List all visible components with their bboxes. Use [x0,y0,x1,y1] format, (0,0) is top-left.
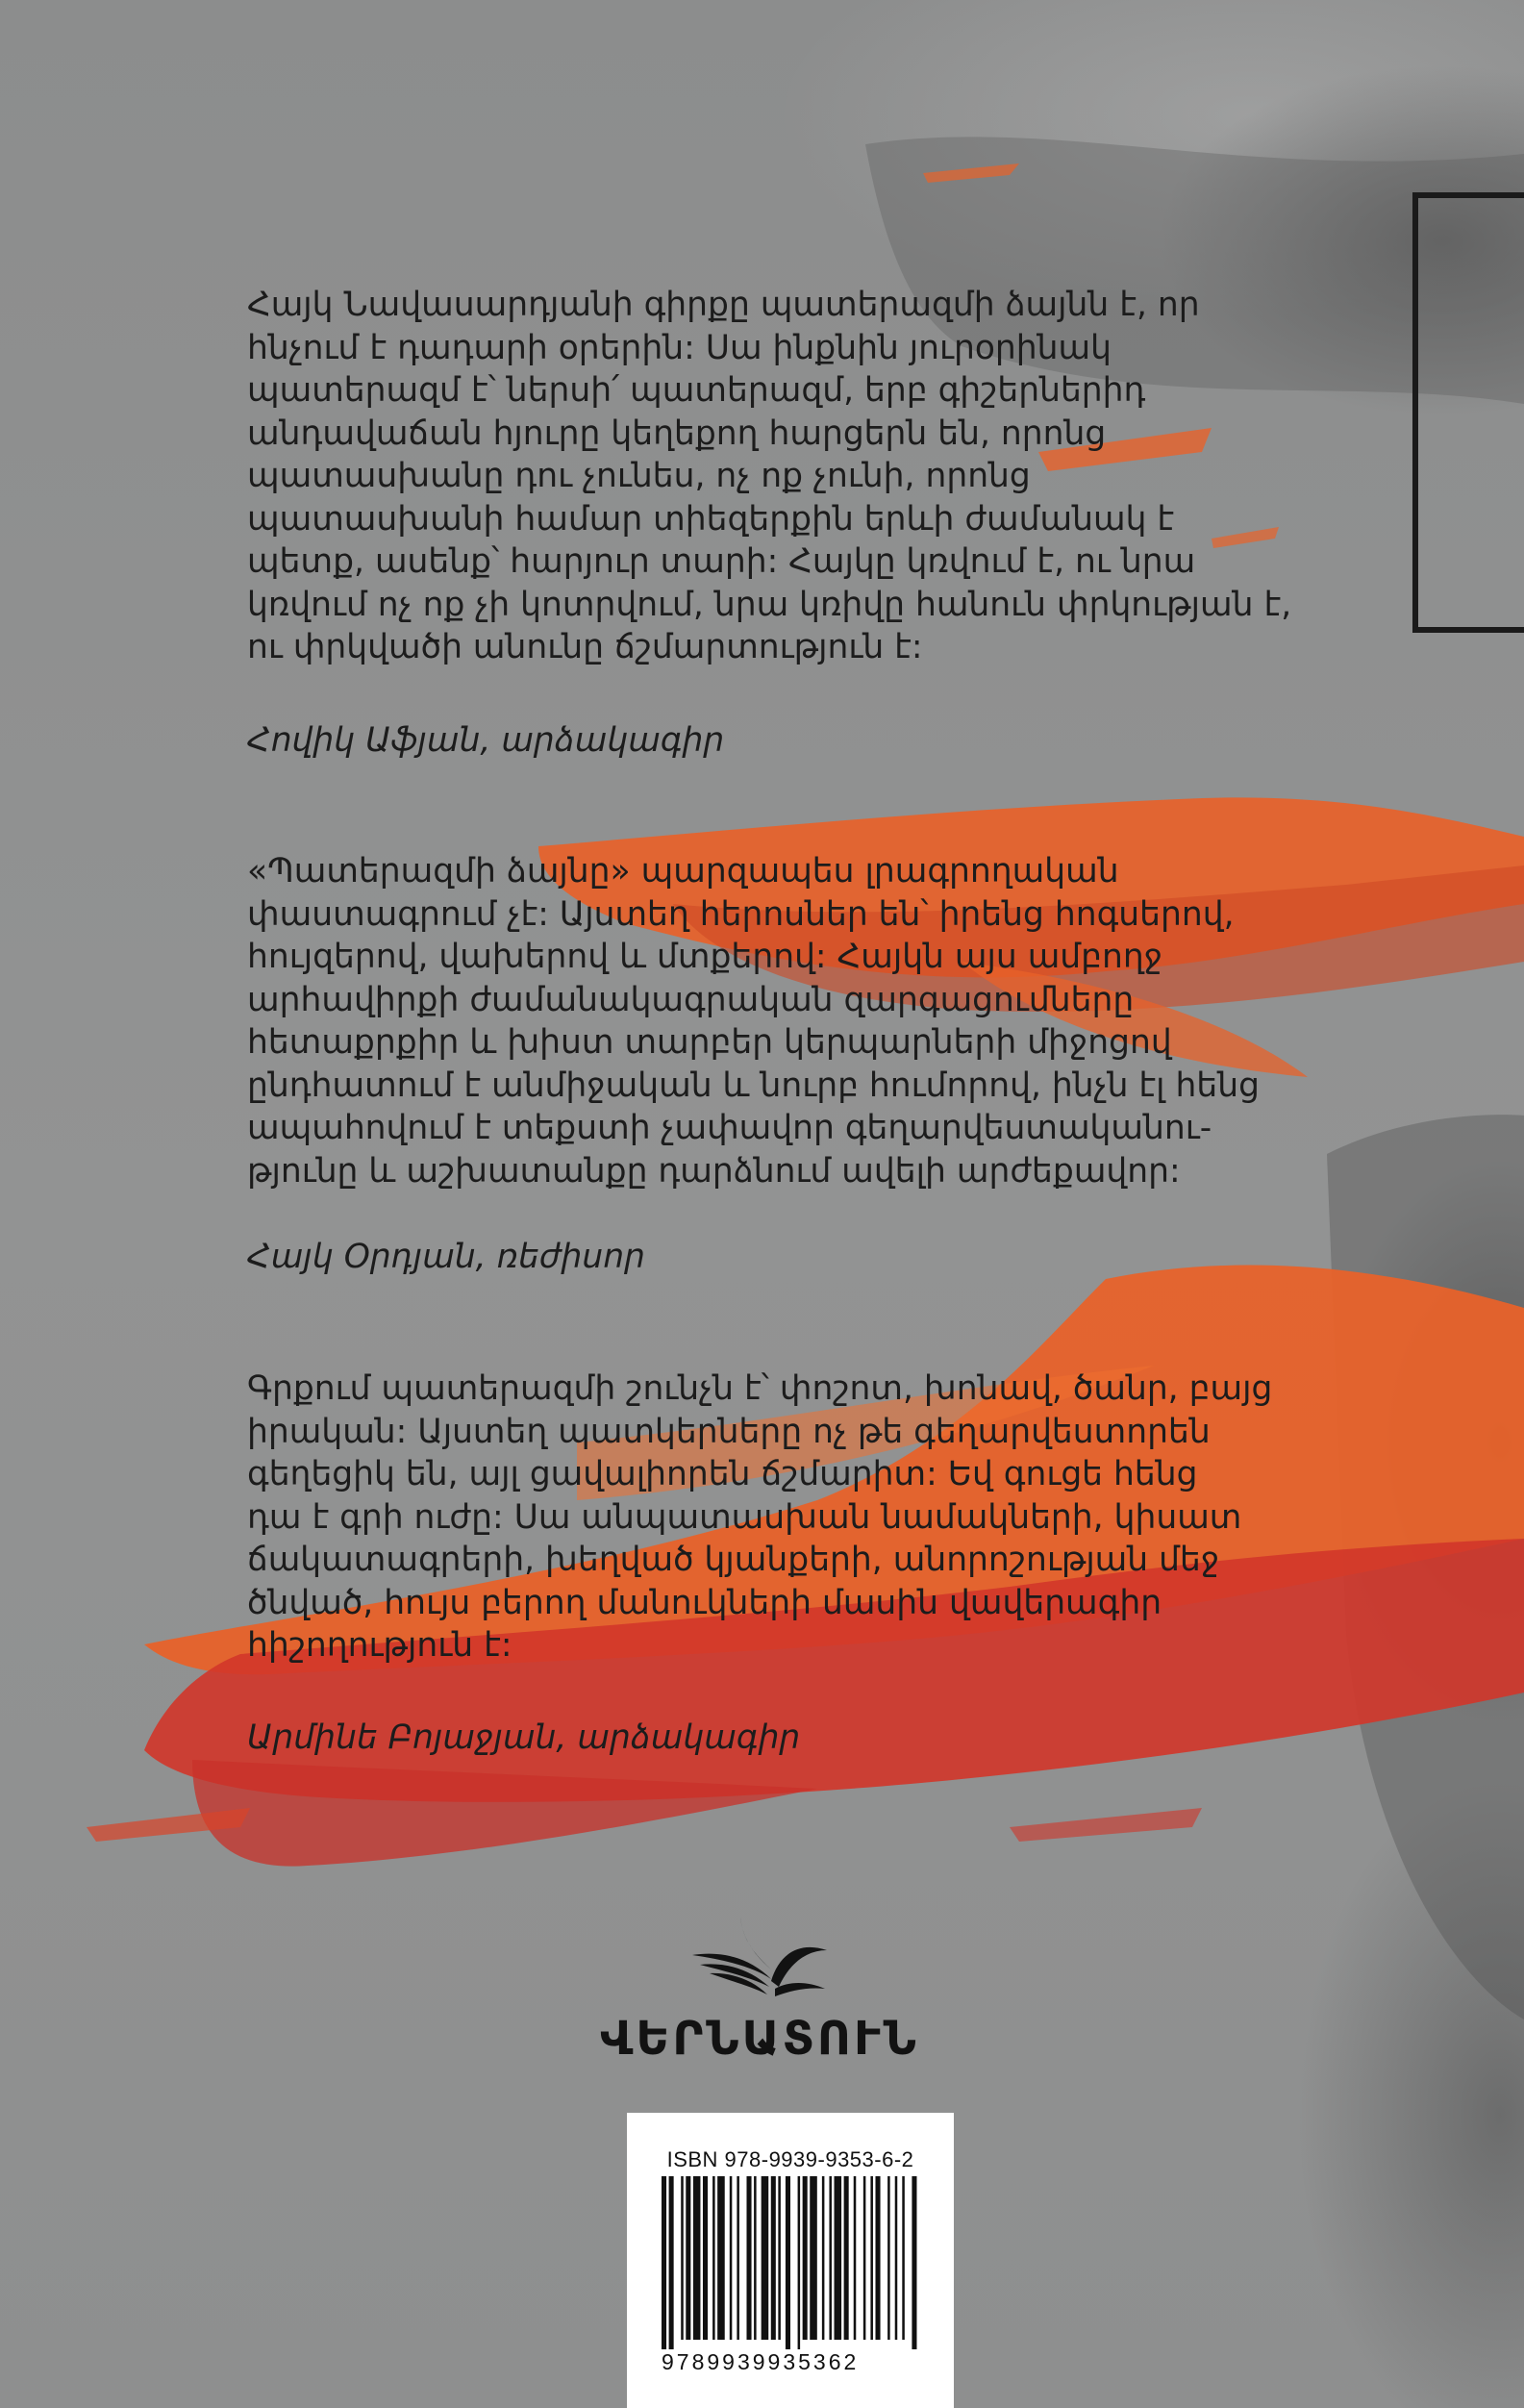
barcode-bar [863,2176,866,2340]
publisher-logo [577,1912,942,2066]
blurb-text-1: Հայկ Նավասարդյանի գիրքը պատերազմի ձայնն է, որ հնչում է դադարի օրերին: Սա ինքնին յուրօրինակ պատերազմ է՝ ներսի՛ պատերազմ, երբ գիշերներիդ անդավաճան հյուրը կեղեքող հարցերն են, որոնց պատասխանը դու չունես, ոչ ոք չունի, որոնց պատասխանի համար տիեզերքին երևի ժամանակ է պետք, ասենք՝ հարյուր տարի: Հայկը կռվում է, ու նրա կռվում ոչ ոք չի կոտրվում, նրա կռիվը հանուն փրկության է, ու փրկվածի անունը ճշմարտություն է: [247,286,1292,666]
barcode-bar [712,2176,715,2340]
blurb-author-3: Արմինե Բոյաջյան, արձակագիր [247,1718,801,1757]
barcode-bar [754,2176,757,2340]
barcode-bar [887,2176,890,2340]
barcode-bars [662,2176,919,2349]
bird-book-icon [683,1912,837,2008]
barcode-bar [829,2176,832,2340]
barcode-bar [798,2176,801,2349]
barcode-bar [771,2176,776,2340]
barcode-bar [803,2176,808,2340]
blurb-text-2: «Պատերազմի ձայնը» պարզապես լրագրողական փաստագրում չէ: Այստեղ հերոսներ են՝ իրենց հոգսերով, հույզերով, վախերով և մտքերով: Հայկն այս ամբողջ արհավիրքի ժամանակագրական զարգացումները հետաքրքիր և խիստ տարբեր կերպարների միջոցով ընդհատում է անմիջական և նուրբ հումորով, ինչն էլ հենց ապահովում է տեքստի չափավոր գեղարվեստականու- թյունը և աշխատանքը դարձնում ավելի արժեքավոր: [247,852,1260,1191]
barcode-bar [786,2176,790,2349]
barcode-bar [822,2176,825,2340]
barcode-bar [762,2176,769,2340]
barcode-bar [669,2176,674,2349]
barcode-bar [875,2176,880,2340]
isbn-label: ISBN 978-9939-9353-6-2 [666,2147,914,2171]
barcode-bar [854,2176,857,2340]
barcode-bar [870,2176,873,2340]
black-frame-outline [1412,192,1524,633]
barcode-bar [703,2176,708,2340]
barcode-bar [895,2176,898,2340]
barcode-bar [717,2176,725,2340]
barcode-bar [902,2176,905,2340]
barcode-bar [693,2176,701,2340]
barcode-bar [844,2176,849,2340]
orange-fleck [1010,1808,1202,1842]
publisher-name: ՎԵՐՆԱՏՈՒՆ [600,2012,919,2066]
barcode-bar [810,2176,817,2340]
barcode-bar [778,2176,781,2340]
blurb-author-2: Հայկ Օրդյան, ռեժիսոր [247,1238,645,1276]
barcode-bar [912,2176,916,2349]
barcode-panel [627,2113,954,2408]
barcode-bar [686,2176,690,2340]
barcode-bar [737,2176,739,2340]
barcode-bar [662,2176,666,2349]
barcode-bar [681,2176,684,2340]
barcode-bar [835,2176,842,2340]
blurb-text-3: Գրքում պատերազմի շունչն է՝ փոշոտ, խոնավ, ծանր, բայց իրական: Այստեղ պատկերները ոչ թե գեղարվեստորեն գեղեցիկ են, այլ ցավալիորեն ճշմարիտ: Եվ գուցե հենց դա է գրի ուժը: Սա անպատասխան նամակների, կիսատ ճակատագրերի, խեղված կյանքերի, անորոշության մեջ ծնված, հույս բերող մանուկների մասին վավերագիր հիշողություն է: [247,1369,1273,1665]
blurb-author-1: Հովիկ Աֆյան, արձակագիր [247,721,725,760]
barcode-bar [746,2176,751,2340]
barcode-bar [730,2176,733,2340]
barcode-digits: 9789939935362 [662,2349,860,2374]
